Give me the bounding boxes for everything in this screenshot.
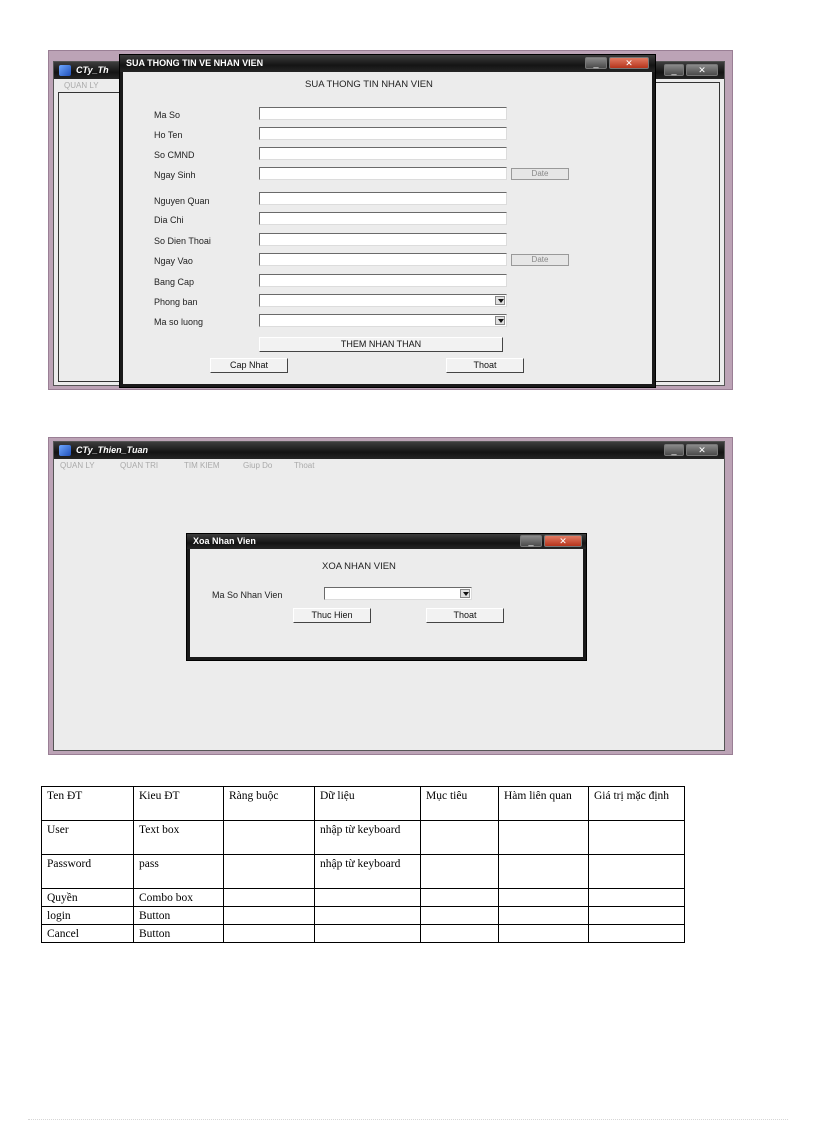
ngay-vao-input[interactable]: [259, 253, 507, 266]
screenshot-delete-employee: [48, 437, 733, 755]
table-row: [42, 925, 685, 943]
dialog-close-button[interactable]: ✕: [609, 57, 649, 69]
bang-cap-input[interactable]: [259, 274, 507, 287]
run-button[interactable]: Thuc Hien: [293, 608, 371, 623]
so-cmnd-input[interactable]: [259, 147, 507, 160]
app-icon: [59, 65, 71, 76]
chevron-down-icon: [495, 316, 505, 325]
dialog-title: SUA THONG TIN VE NHAN VIEN: [126, 58, 264, 68]
field-label-so-dien-thoai: So Dien Thoai: [154, 236, 211, 246]
app-titlebar: [54, 442, 724, 459]
table-cell: nhập từ keyboard: [315, 855, 421, 889]
table-row: [42, 855, 685, 889]
ma-so-input[interactable]: [259, 107, 507, 120]
table-row: [42, 889, 685, 907]
menu-item-thoat[interactable]: Thoat: [294, 461, 315, 470]
exit-button[interactable]: Thoat: [426, 608, 504, 623]
phong-ban-select[interactable]: [259, 294, 507, 307]
header-rang-buoc: Ràng buộc: [224, 787, 315, 821]
header-ham-lien-quan: Hàm liên quan: [499, 787, 589, 821]
field-label-ma-so-luong: Ma so luong: [154, 317, 204, 327]
table-header-row: [42, 787, 685, 821]
table-cell: pass: [134, 855, 224, 889]
table-cell: [421, 907, 499, 925]
add-relative-button[interactable]: THEM NHAN THAN: [259, 337, 503, 352]
table-cell: [224, 907, 315, 925]
chevron-down-icon: [495, 296, 505, 305]
field-label-ho-ten: Ho Ten: [154, 130, 183, 140]
table-cell: [224, 889, 315, 907]
menu-item-quan-tri[interactable]: QUAN TRI: [120, 461, 159, 470]
menu-item-tim-kiem[interactable]: TIM KIEM: [184, 461, 220, 470]
dialog-titlebar: [120, 55, 655, 72]
table-cell: [589, 907, 685, 925]
app-minimize-button[interactable]: _: [664, 444, 684, 456]
menu-item-quan-ly[interactable]: QUAN LY: [64, 81, 99, 90]
table-cell: [499, 855, 589, 889]
ngay-sinh-date-button[interactable]: Date: [511, 168, 569, 180]
delete-dialog-close-button[interactable]: ✕: [544, 535, 582, 547]
update-button[interactable]: Cap Nhat: [210, 358, 288, 373]
table-cell: nhập từ keyboard: [315, 821, 421, 855]
control-spec-table: [41, 786, 685, 943]
table-cell: [421, 925, 499, 943]
header-muc-tieu: Mục tiêu: [421, 787, 499, 821]
delete-dialog-title: Xoa Nhan Vien: [193, 536, 256, 546]
table-cell: Combo box: [134, 889, 224, 907]
field-label-ngay-vao: Ngay Vao: [154, 256, 193, 266]
table-cell: [589, 855, 685, 889]
field-label-ma-so: Ma So: [154, 110, 181, 120]
table-cell: [421, 855, 499, 889]
close-button[interactable]: ✕: [686, 64, 718, 76]
field-label-dia-chi: Dia Chi: [154, 215, 184, 225]
table-cell: [499, 889, 589, 907]
table-row: [42, 821, 685, 855]
app-icon: [59, 445, 71, 456]
dialog-minimize-button[interactable]: _: [585, 57, 607, 69]
ngay-sinh-input[interactable]: [259, 167, 507, 180]
table-cell: [224, 821, 315, 855]
table-cell: [224, 925, 315, 943]
employee-id-label: Ma So Nhan Vien: [212, 590, 283, 600]
background-window-title: CTy_Th: [76, 65, 109, 75]
table-cell: [421, 889, 499, 907]
field-label-nguyen-quan: Nguyen Quan: [154, 196, 210, 206]
table-cell: login: [42, 907, 134, 925]
table-cell: [499, 821, 589, 855]
header-kieu-dt: Kieu ĐT: [134, 787, 224, 821]
table-cell: [589, 821, 685, 855]
table-cell: [589, 889, 685, 907]
table-cell: Cancel: [42, 925, 134, 943]
table-cell: [315, 907, 421, 925]
table-cell: Button: [134, 925, 224, 943]
table-cell: [421, 821, 499, 855]
chevron-down-icon: [460, 589, 470, 598]
header-ten-dt: Ten ĐT: [42, 787, 134, 821]
background-mdi-panel: [58, 92, 128, 382]
employee-id-select[interactable]: [324, 587, 472, 600]
menu-item-giup-do[interactable]: Giup Do: [243, 461, 273, 470]
header-du-lieu: Dữ liệu: [315, 787, 421, 821]
menu-item-quan-ly[interactable]: QUAN LY: [60, 461, 95, 470]
dialog-client-area: [123, 72, 652, 384]
delete-heading: XOA NHAN VIEN: [322, 561, 396, 572]
dia-chi-input[interactable]: [259, 212, 507, 225]
ngay-vao-date-button[interactable]: Date: [511, 254, 569, 266]
delete-employee-dialog: [186, 533, 587, 661]
background-mdi-panel-right: [654, 82, 720, 382]
delete-dialog-minimize-button[interactable]: _: [520, 535, 542, 547]
delete-dialog-client: [190, 549, 583, 657]
ma-so-luong-select[interactable]: [259, 314, 507, 327]
table-cell: [499, 925, 589, 943]
table-cell: [315, 925, 421, 943]
exit-button[interactable]: Thoat: [446, 358, 524, 373]
main-app-window: [53, 441, 725, 751]
minimize-button[interactable]: _: [664, 64, 684, 76]
table-cell: Password: [42, 855, 134, 889]
so-dien-thoai-input[interactable]: [259, 233, 507, 246]
table-cell: Quyền: [42, 889, 134, 907]
app-close-button[interactable]: ✕: [686, 444, 718, 456]
header-gia-tri-mac-dinh: Giá trị mặc định: [589, 787, 685, 821]
table-cell: User: [42, 821, 134, 855]
table-cell: Button: [134, 907, 224, 925]
edit-employee-dialog: [119, 54, 656, 388]
screenshot-edit-employee: [48, 50, 733, 390]
field-label-phong-ban: Phong ban: [154, 297, 198, 307]
form-heading: SUA THONG TIN NHAN VIEN: [305, 79, 433, 90]
table-cell: [589, 925, 685, 943]
table-cell: [315, 889, 421, 907]
page-footer-divider: [28, 1119, 788, 1120]
table-cell: Text box: [134, 821, 224, 855]
field-label-so-cmnd: So CMND: [154, 150, 195, 160]
field-label-bang-cap: Bang Cap: [154, 277, 195, 287]
app-title: CTy_Thien_Tuan: [76, 445, 149, 455]
nguyen-quan-input[interactable]: [259, 192, 507, 205]
table-cell: [499, 907, 589, 925]
ho-ten-input[interactable]: [259, 127, 507, 140]
table-cell: [224, 855, 315, 889]
table-row: [42, 907, 685, 925]
field-label-ngay-sinh: Ngay Sinh: [154, 170, 196, 180]
